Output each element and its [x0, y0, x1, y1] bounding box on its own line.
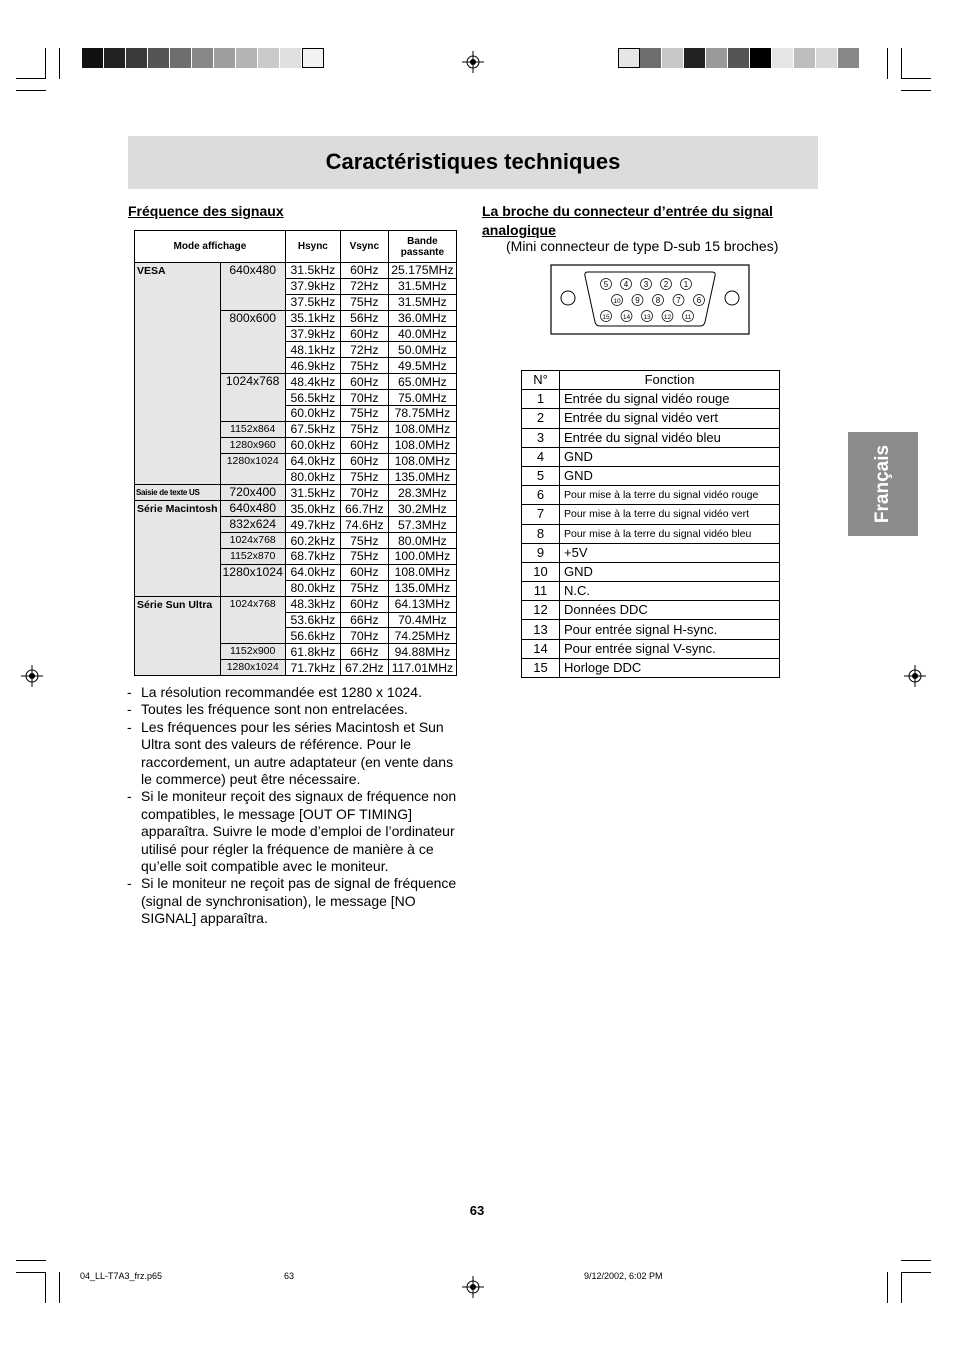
- band-cell: 117.01MHz: [388, 660, 456, 676]
- table-row: [522, 505, 780, 524]
- band-cell: 30.2MHz: [388, 501, 456, 517]
- resolution-cell: 1152x870: [220, 549, 285, 565]
- group-label: VESA: [135, 263, 221, 485]
- vsync-cell: 74.6Hz: [340, 517, 388, 533]
- col-vsync: Vsync: [340, 231, 388, 263]
- vsync-cell: 60Hz: [340, 453, 388, 469]
- pin-number: 2: [522, 409, 560, 428]
- resolution-cell: 640x480: [220, 263, 285, 311]
- pin-label: 10: [613, 297, 621, 305]
- table-row: [522, 390, 780, 409]
- table-row: [522, 601, 780, 620]
- pin-number: 9: [522, 543, 560, 562]
- band-cell: 64.13MHz: [388, 596, 456, 612]
- frequency-table: [134, 230, 457, 676]
- band-cell: 40.0MHz: [388, 326, 456, 342]
- table-row: [522, 543, 780, 562]
- pin-function: Pour entrée signal H-sync.: [560, 620, 780, 639]
- pin-number: 7: [522, 505, 560, 524]
- vsync-cell: 75Hz: [340, 533, 388, 549]
- table-header-row: [135, 231, 457, 263]
- language-tab: [848, 432, 918, 536]
- hsync-cell: 64.0kHz: [285, 453, 340, 469]
- table-row: [522, 447, 780, 466]
- vsync-cell: 66.7Hz: [340, 501, 388, 517]
- vsync-cell: 72Hz: [340, 278, 388, 294]
- pin-label: 6: [696, 295, 702, 305]
- band-cell: 78.75MHz: [388, 406, 456, 422]
- table-row: [522, 524, 780, 543]
- list-item: - La résolution recommandée est 1280 x 1024.: [127, 684, 467, 701]
- resolution-cell: 1152x900: [220, 644, 285, 660]
- pin-number: 10: [522, 562, 560, 581]
- table-row: [522, 486, 780, 505]
- connector-heading: La broche du connecteur d’entrée du signal analogique: [482, 203, 773, 238]
- pin-label: 5: [603, 279, 609, 289]
- pin-number: 5: [522, 466, 560, 485]
- pin-number: 12: [522, 601, 560, 620]
- resolution-cell: 832x624: [220, 517, 285, 533]
- pin-label: 4: [623, 279, 629, 289]
- pin-function: Pour mise à la terre du signal vidéo vert: [560, 505, 780, 524]
- resolution-cell: 1280x1024: [220, 453, 285, 485]
- hsync-cell: 60.0kHz: [285, 437, 340, 453]
- footer-file: 04_LL-T7A3_frz.p65: [80, 1271, 163, 1281]
- vsync-cell: 75Hz: [340, 358, 388, 374]
- pin-number: 15: [522, 658, 560, 677]
- vsync-cell: 67.2Hz: [340, 660, 388, 676]
- vsync-cell: 66Hz: [340, 644, 388, 660]
- pin-number: 8: [522, 524, 560, 543]
- band-cell: 50.0MHz: [388, 342, 456, 358]
- freq-heading: Fréquence des signaux: [128, 203, 284, 219]
- table-row: [135, 263, 457, 279]
- hsync-cell: 61.8kHz: [285, 644, 340, 660]
- vsync-cell: 56Hz: [340, 310, 388, 326]
- band-cell: 57.3MHz: [388, 517, 456, 533]
- pin-label: 3: [643, 279, 649, 289]
- band-cell: 108.0MHz: [388, 421, 456, 437]
- band-cell: 100.0MHz: [388, 549, 456, 565]
- hsync-cell: 31.5kHz: [285, 263, 340, 279]
- col-no: N°: [522, 371, 560, 390]
- hsync-cell: 37.9kHz: [285, 326, 340, 342]
- pin-function: Données DDC: [560, 601, 780, 620]
- col-mode: Mode affichage: [135, 231, 286, 263]
- table-row: [522, 620, 780, 639]
- hsync-cell: 31.5kHz: [285, 485, 340, 501]
- band-cell: 28.3MHz: [388, 485, 456, 501]
- footer-date: 9/12/2002, 6:02 PM: [584, 1271, 663, 1281]
- hsync-cell: 60.2kHz: [285, 533, 340, 549]
- band-cell: 135.0MHz: [388, 469, 456, 485]
- table-row: [522, 658, 780, 677]
- hsync-cell: 53.6kHz: [285, 612, 340, 628]
- resolution-cell: 1280x1024: [220, 564, 285, 596]
- table-row: [522, 466, 780, 485]
- notes-list: [127, 684, 467, 928]
- resolution-cell: 1024x768: [220, 374, 285, 422]
- band-cell: 65.0MHz: [388, 374, 456, 390]
- pin-label: 12: [663, 313, 672, 321]
- pin-function: Entrée du signal vidéo bleu: [560, 428, 780, 447]
- pin-function: Pour mise à la terre du signal vidéo bleu: [560, 524, 780, 543]
- col-hsync: Hsync: [285, 231, 340, 263]
- pin-number: 13: [522, 620, 560, 639]
- pin-label: 15: [602, 313, 610, 321]
- registration-mark-icon: [904, 665, 926, 687]
- vsync-cell: 60Hz: [340, 596, 388, 612]
- pin-number: 1: [522, 390, 560, 409]
- pin-function: +5V: [560, 543, 780, 562]
- connector-subtitle: (Mini connecteur de type D-sub 15 broches): [506, 238, 779, 254]
- col-function: Fonction: [560, 371, 780, 390]
- vsync-cell: 75Hz: [340, 421, 388, 437]
- resolution-cell: 1024x768: [220, 596, 285, 644]
- resolution-cell: 1280x960: [220, 437, 285, 453]
- table-row: [135, 596, 457, 612]
- footer-page: 63: [284, 1271, 295, 1281]
- pin-function: GND: [560, 466, 780, 485]
- pin-label: 13: [643, 313, 651, 321]
- hsync-cell: 64.0kHz: [285, 564, 340, 580]
- hsync-cell: 67.5kHz: [285, 421, 340, 437]
- table-header-row: [522, 371, 780, 390]
- page-title: Caractéristiques techniques: [325, 149, 621, 174]
- pin-number: 11: [522, 582, 560, 601]
- vsync-cell: 60Hz: [340, 564, 388, 580]
- vsync-cell: 70Hz: [340, 390, 388, 406]
- hsync-cell: 80.0kHz: [285, 469, 340, 485]
- group-label: Saisie de texte US: [135, 485, 221, 501]
- group-label: Série Sun Ultra: [135, 596, 221, 675]
- vsync-cell: 70Hz: [340, 628, 388, 644]
- vsync-cell: 66Hz: [340, 612, 388, 628]
- hsync-cell: 37.9kHz: [285, 278, 340, 294]
- hsync-cell: 80.0kHz: [285, 580, 340, 596]
- pin-number: 4: [522, 447, 560, 466]
- resolution-cell: 1024x768: [220, 533, 285, 549]
- pin-function: Pour mise à la terre du signal vidéo rouge: [560, 486, 780, 505]
- vsync-cell: 60Hz: [340, 326, 388, 342]
- hsync-cell: 37.5kHz: [285, 294, 340, 310]
- hsync-cell: 56.5kHz: [285, 390, 340, 406]
- table-row: [522, 582, 780, 601]
- hsync-cell: 49.7kHz: [285, 517, 340, 533]
- gray-scale-bar-left: [82, 48, 324, 68]
- band-cell: 135.0MHz: [388, 580, 456, 596]
- hsync-cell: 48.1kHz: [285, 342, 340, 358]
- pin-label: 7: [676, 295, 681, 305]
- pin-number: 14: [522, 639, 560, 658]
- hsync-cell: 46.9kHz: [285, 358, 340, 374]
- language-tab-label: Français: [872, 444, 893, 524]
- pin-label: 11: [684, 313, 692, 321]
- pin-label: 14: [622, 313, 631, 321]
- pin-function: Pour entrée signal V-sync.: [560, 639, 780, 658]
- page-number: 63: [469, 1203, 485, 1218]
- vsync-cell: 72Hz: [340, 342, 388, 358]
- table-row: [135, 485, 457, 501]
- table-row: [522, 428, 780, 447]
- pin-function: Entrée du signal vidéo vert: [560, 409, 780, 428]
- vsync-cell: 75Hz: [340, 549, 388, 565]
- hsync-cell: 48.3kHz: [285, 596, 340, 612]
- band-cell: 94.88MHz: [388, 644, 456, 660]
- pin-number: 6: [522, 486, 560, 505]
- pin-label: 1: [683, 279, 689, 289]
- band-cell: 108.0MHz: [388, 564, 456, 580]
- registration-mark-icon: [462, 51, 484, 73]
- vsync-cell: 75Hz: [340, 469, 388, 485]
- band-cell: 49.5MHz: [388, 358, 456, 374]
- list-item: - Toutes les fréquence sont non entrelacées.: [127, 701, 467, 718]
- dsub-connector-diagram: [550, 264, 750, 336]
- pin-label: 9: [635, 295, 640, 305]
- band-cell: 80.0MHz: [388, 533, 456, 549]
- resolution-cell: 640x480: [220, 501, 285, 517]
- hsync-cell: 35.1kHz: [285, 310, 340, 326]
- band-cell: 36.0MHz: [388, 310, 456, 326]
- hsync-cell: 68.7kHz: [285, 549, 340, 565]
- group-label: Série Macintosh: [135, 501, 221, 596]
- vsync-cell: 75Hz: [340, 294, 388, 310]
- pin-function: Entrée du signal vidéo rouge: [560, 390, 780, 409]
- pin-label: 2: [663, 279, 669, 289]
- resolution-cell: 1280x1024: [220, 660, 285, 676]
- table-row: [522, 409, 780, 428]
- band-cell: 31.5MHz: [388, 278, 456, 294]
- pin-number: 3: [522, 428, 560, 447]
- band-cell: 31.5MHz: [388, 294, 456, 310]
- table-row: [522, 639, 780, 658]
- hsync-cell: 71.7kHz: [285, 660, 340, 676]
- vsync-cell: 75Hz: [340, 580, 388, 596]
- resolution-cell: 800x600: [220, 310, 285, 374]
- resolution-cell: 720x400: [220, 485, 285, 501]
- pin-function: GND: [560, 447, 780, 466]
- band-cell: 108.0MHz: [388, 453, 456, 469]
- list-item: - Si le moniteur reçoit des signaux de fréquence non compatibles, le message [OUT OF TIMING] apparaîtra. Suivre le mode d’emploi de l’ordinateur utilisé pour régler la fréquence de manière à ce qu’elle soit compatible avec le moniteur.: [127, 788, 467, 875]
- vsync-cell: 70Hz: [340, 485, 388, 501]
- registration-mark-icon: [462, 1276, 484, 1298]
- band-cell: 25.175MHz: [388, 263, 456, 279]
- hsync-cell: 56.6kHz: [285, 628, 340, 644]
- vsync-cell: 60Hz: [340, 374, 388, 390]
- band-cell: 75.0MHz: [388, 390, 456, 406]
- pin-function: Horloge DDC: [560, 658, 780, 677]
- table-row: [135, 501, 457, 517]
- pin-label: 8: [655, 295, 661, 305]
- table-row: [522, 562, 780, 581]
- col-band: Bande passante: [388, 231, 456, 263]
- resolution-cell: 1152x864: [220, 421, 285, 437]
- gray-scale-bar-right: [618, 48, 860, 68]
- vsync-cell: 60Hz: [340, 437, 388, 453]
- band-cell: 108.0MHz: [388, 437, 456, 453]
- vsync-cell: 75Hz: [340, 406, 388, 422]
- hsync-cell: 48.4kHz: [285, 374, 340, 390]
- band-cell: 70.4MHz: [388, 612, 456, 628]
- hsync-cell: 35.0kHz: [285, 501, 340, 517]
- list-item: - Si le moniteur ne reçoit pas de signal de fréquence (signal de synchronisation), le message [NO SIGNAL] apparaîtra.: [127, 875, 467, 927]
- band-cell: 74.25MHz: [388, 628, 456, 644]
- list-item: - Les fréquences pour les séries Macintosh et Sun Ultra sont des valeurs de référence. Pour le raccordement, un autre adaptateur (en vente dans le commerce) peut être nécessaire.: [127, 719, 467, 789]
- hsync-cell: 60.0kHz: [285, 406, 340, 422]
- pin-function: N.C.: [560, 582, 780, 601]
- pin-table: [521, 370, 780, 678]
- pin-function: GND: [560, 562, 780, 581]
- vsync-cell: 60Hz: [340, 263, 388, 279]
- title-band: [128, 136, 818, 189]
- registration-mark-icon: [21, 665, 43, 687]
